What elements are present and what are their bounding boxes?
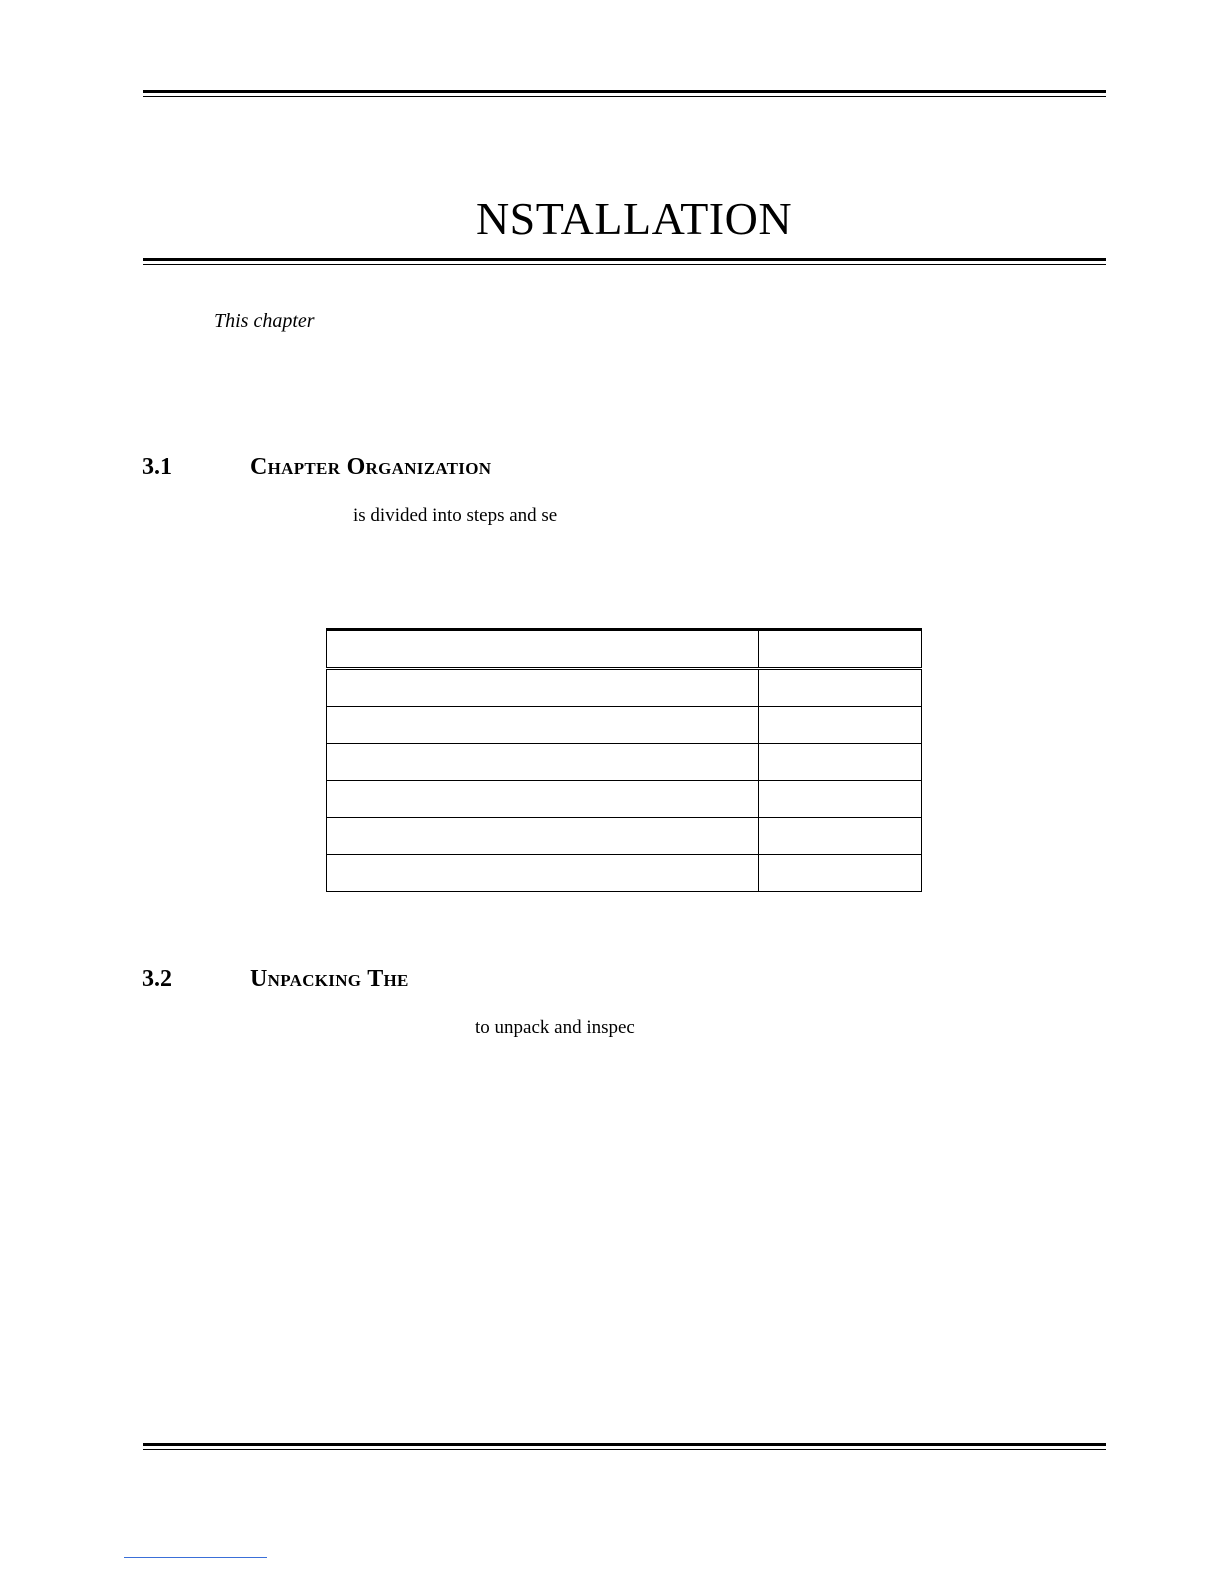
table-cell: [758, 781, 921, 818]
table-cell: [327, 781, 759, 818]
table-cell: [327, 818, 759, 855]
table-cell: [327, 707, 759, 744]
chapter-intro: This chapter: [214, 310, 315, 332]
section-paragraph: to unpack and inspec: [475, 1017, 635, 1038]
title-rule: [143, 258, 1106, 265]
table-cell: [327, 744, 759, 781]
section-paragraph: is divided into steps and se: [353, 505, 558, 526]
table-row: [327, 818, 922, 855]
chapter-title: NSTALLATION: [475, 193, 793, 244]
footer-rule: [143, 1443, 1106, 1450]
table-cell: [758, 707, 921, 744]
section-title: Chapter Organization: [250, 454, 492, 480]
table-row: [327, 744, 922, 781]
table-cell: [327, 669, 759, 707]
table-cell: [758, 818, 921, 855]
table-header-row: [327, 630, 922, 669]
table-header-cell: [327, 630, 759, 669]
table-row: [327, 855, 922, 892]
table-cell: [758, 855, 921, 892]
table-cell: [758, 669, 921, 707]
header-rule: [143, 90, 1106, 97]
table-cell: [327, 855, 759, 892]
section-title: Unpacking The: [250, 966, 409, 992]
section-number: 3.2: [142, 966, 172, 992]
table-header-cell: [758, 630, 921, 669]
section-number: 3.1: [142, 454, 172, 480]
table-row: [327, 781, 922, 818]
table-cell: [758, 744, 921, 781]
table-row: [327, 669, 922, 707]
footer-link-underline[interactable]: [124, 1557, 267, 1558]
organization-table: [326, 628, 922, 892]
table-row: [327, 707, 922, 744]
